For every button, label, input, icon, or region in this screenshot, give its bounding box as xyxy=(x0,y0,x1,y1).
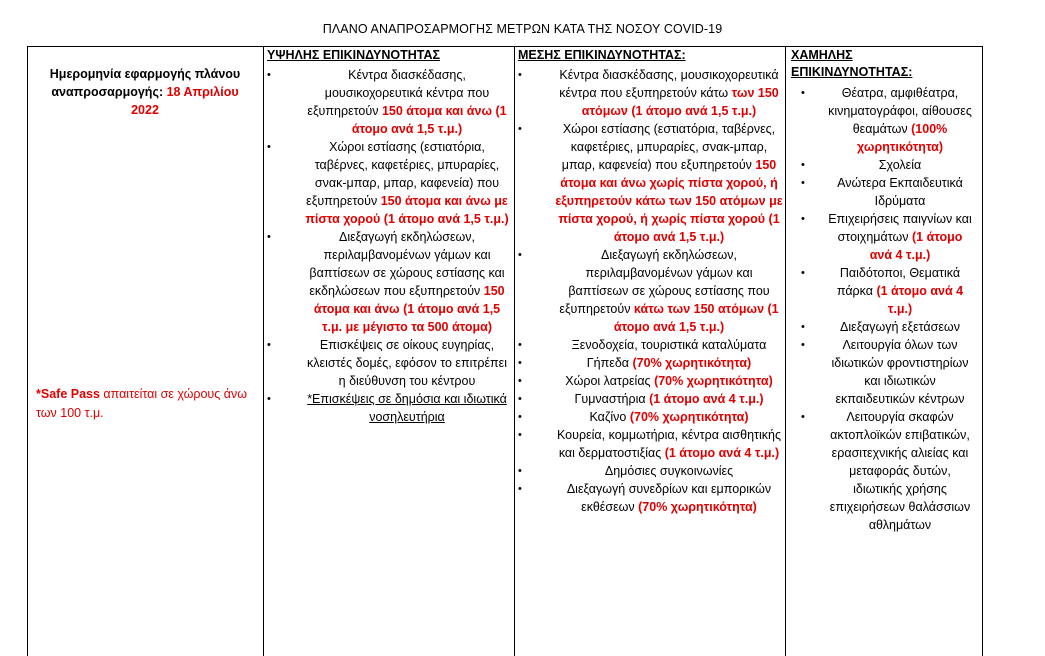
item-highlight: (70% χωρητικότητα) xyxy=(638,500,757,514)
list-item xyxy=(518,66,783,120)
item-highlight: (70% χωρητικότητα) xyxy=(654,374,773,388)
bullet-icon: • xyxy=(801,159,805,171)
item-highlight: 150 άτομα και άνω με πίστα χορού (1 άτομο ανά 1,5 τ.μ.) xyxy=(305,194,509,226)
bullet-icon: • xyxy=(518,393,522,405)
item-highlight: (70% χωρητικότητα) xyxy=(632,356,752,370)
item-text: Διεξαγωγή εκδηλώσεων, περιλαμβανομένων γάμων και βαπτίσεων σε χώρους εστίασης που εξυπηρετούν xyxy=(559,248,770,316)
item-text: Επισκέψεις σε οίκους ευγηρίας, κλειστές δομές, εφόσον το επιτρέπει η διεύθυνση του κέντρου xyxy=(307,338,507,388)
bullet-icon: • xyxy=(518,69,522,81)
item-text: Επιχειρήσεις παιγνίων και στοιχημάτων xyxy=(828,212,972,244)
bullet-icon: • xyxy=(518,375,522,387)
list-item xyxy=(518,462,783,480)
item-highlight: (100% χωρητικότητα) xyxy=(856,122,948,154)
measures-table xyxy=(27,46,983,656)
date-value: 18 Απριλίου 2022 xyxy=(131,85,239,117)
item-text: Καζίνο xyxy=(589,410,630,424)
item-highlight: (70% χωρητικότητα) xyxy=(629,410,749,424)
list-item xyxy=(267,390,510,426)
list-item xyxy=(801,174,974,210)
item-text: Σχολεία xyxy=(878,158,922,172)
list-item xyxy=(518,480,783,516)
item-text: Θέατρα, αμφιθέατρα, κινηματογράφοι, αίθουσες θεαμάτων xyxy=(828,86,972,136)
list-item xyxy=(518,246,783,336)
item-text: Δημόσιες συγκοινωνίες xyxy=(604,464,734,478)
high-risk-header: ΥΨΗΛΗΣ ΕΠΙΚΙΝΔΥΝΟΤΗΤΑΣ xyxy=(267,48,441,62)
list-item xyxy=(801,156,974,174)
list-item xyxy=(518,426,783,462)
medium-risk-column xyxy=(515,47,786,656)
bullet-icon: • xyxy=(267,339,271,351)
item-text: Λειτουργία σκαφών ακτοπλοϊκών επιβατικών, ερασιτεχνικής αλιείας και μεταφοράς δυτών, ιδιωτικής χρήσης επιχειρήσεων θαλάσσιων αθλημάτων xyxy=(829,410,971,532)
list-item xyxy=(518,372,783,390)
item-highlight: (1 άτομο ανά 4 τ.μ.) xyxy=(664,446,780,460)
list-item xyxy=(518,390,783,408)
bullet-icon: • xyxy=(267,393,271,405)
list-item xyxy=(518,336,783,354)
item-text: *Επισκέψεις σε δημόσια και ιδιωτικά νοσηλευτήρια xyxy=(307,392,507,424)
item-text: Ανώτερα Εκπαιδευτικά Ιδρύματα xyxy=(837,176,963,208)
item-highlight: 150 άτομα και άνω χωρίς πίστα χορού, ή εξυπηρετούν κάτω των 150 ατόμων με πίστα χορού, ή χωρίς πίστα χορού (1 άτομο ανά 1,5 τ.μ.) xyxy=(555,158,783,244)
item-text: Χώροι λατρείας xyxy=(565,374,655,388)
medium-risk-header: ΜΕΣΗΣ ΕΠΙΚΙΝΔΥΝΟΤΗΤΑΣ: xyxy=(518,48,686,62)
bullet-icon: • xyxy=(267,69,271,81)
bullet-icon: • xyxy=(801,177,805,189)
item-text: Διεξαγωγή εξετάσεων xyxy=(840,320,960,334)
low-risk-header: ΧΑΜΗΛΗΣ ΕΠΙΚΙΝΔΥΝΟΤΗΤΑΣ: xyxy=(791,48,913,79)
list-item xyxy=(267,138,510,228)
item-highlight: 150 άτομα και άνω (1 άτομο ανά 1,5 τ.μ. με μέγιστο τα 500 άτομα) xyxy=(313,284,505,334)
item-highlight: (1 άτομο ανά 4 τ.μ.) xyxy=(869,230,963,262)
low-risk-list xyxy=(801,84,974,534)
list-item xyxy=(801,336,974,408)
list-item xyxy=(801,318,974,336)
item-highlight: 150 άτομα και άνω (1 άτομο ανά 1,5 τ.μ.) xyxy=(351,104,507,136)
bullet-icon: • xyxy=(518,483,522,495)
list-item xyxy=(801,84,974,156)
list-item xyxy=(801,264,974,318)
date-label: Ημερομηνία εφαρμογής πλάνου αναπροσαρμογής: xyxy=(49,67,241,99)
bullet-icon: • xyxy=(518,465,522,477)
bullet-icon: • xyxy=(267,141,271,153)
list-item xyxy=(518,354,783,372)
bullet-icon: • xyxy=(518,357,522,369)
item-highlight: των 150 ατόμων (1 άτομο ανά 1,5 τ.μ.) xyxy=(581,86,779,118)
list-item xyxy=(518,408,783,426)
list-item xyxy=(267,66,510,138)
item-text: Κέντρα διασκέδασης, μουσικοχορευτικά κέντρα που εξυπηρετούν xyxy=(307,68,490,118)
item-highlight: κάτω των 150 ατόμων (1 άτομο ανά 1,5 τ.μ.) xyxy=(613,302,779,334)
item-text: Λειτουργία όλων των ιδιωτικών φροντιστηρίων και ιδιωτικών εκπαιδευτικών κέντρων xyxy=(831,338,969,406)
item-text: Χώροι εστίασης (εστιατόρια, ταβέρνες, καφετέριες, μπυραρίες, σνακ-μπαρ, μπαρ, καφενεία) που εξυπηρετούν xyxy=(561,122,776,172)
bullet-icon: • xyxy=(801,339,805,351)
item-text: Χώροι εστίασης (εστιατόρια, ταβέρνες, καφετέριες, μπυραρίες, σνακ-μπαρ, μπαρ, καφενεία) που εξυπηρετούν xyxy=(306,140,500,208)
bullet-icon: • xyxy=(801,321,805,333)
item-text: Κουρεία, κομμωτήρια, κέντρα αισθητικής και δερματοστιξίας xyxy=(557,428,781,460)
safe-pass-text: απαιτείται σε χώρους άνω των 100 τ.μ. xyxy=(36,387,247,420)
item-text: Διεξαγωγή εκδηλώσεων, περιλαμβανομένων γάμων και βαπτίσεων σε χώρους εστίασης και εκδηλώσεων που εξυπηρετούν xyxy=(309,230,505,298)
list-item xyxy=(801,210,974,264)
bullet-icon: • xyxy=(518,123,522,135)
medium-risk-list xyxy=(518,66,783,516)
date-column xyxy=(28,47,264,656)
item-highlight: (1 άτομο ανά 4 τ.μ.) xyxy=(876,284,964,316)
high-risk-column xyxy=(264,47,515,656)
bullet-icon: • xyxy=(518,429,522,441)
low-risk-column xyxy=(786,47,982,656)
item-text: Ξενοδοχεία, τουριστικά καταλύματα xyxy=(571,338,767,352)
bullet-icon: • xyxy=(801,87,805,99)
bullet-icon: • xyxy=(518,249,522,261)
list-item xyxy=(267,336,510,390)
bullet-icon: • xyxy=(518,411,522,423)
bullet-icon: • xyxy=(801,267,805,279)
item-text: Γυμναστήρια xyxy=(574,392,650,406)
safe-pass-note xyxy=(36,385,256,423)
bullet-icon: • xyxy=(801,213,805,225)
item-highlight: (1 άτομο ανά 4 τ.μ.) xyxy=(649,392,764,406)
application-date xyxy=(36,65,254,119)
bullet-icon: • xyxy=(518,339,522,351)
bullet-icon: • xyxy=(801,411,805,423)
item-text: Κέντρα διασκέδασης, μουσικοχορευτικά κέντρα που εξυπηρετούν κάτω xyxy=(559,68,779,100)
bullet-icon: • xyxy=(267,231,271,243)
high-risk-list xyxy=(267,66,510,426)
list-item xyxy=(518,120,783,246)
item-text: Παιδότοποι, Θεματικά πάρκα xyxy=(836,266,961,298)
list-item xyxy=(801,408,974,534)
item-text: Διεξαγωγή συνεδρίων και εμπορικών εκθέσεων xyxy=(566,482,772,514)
list-item xyxy=(267,228,510,336)
item-text: Γήπεδα xyxy=(586,356,633,370)
document-title: ΠΛΑΝΟ ΑΝΑΠΡΟΣΑΡΜΟΓΗΣ ΜΕΤΡΩΝ ΚΑΤΑ ΤΗΣ ΝΟΣΟΥ COVID-19 xyxy=(322,22,723,36)
safe-pass-label: *Safe Pass xyxy=(36,387,100,401)
